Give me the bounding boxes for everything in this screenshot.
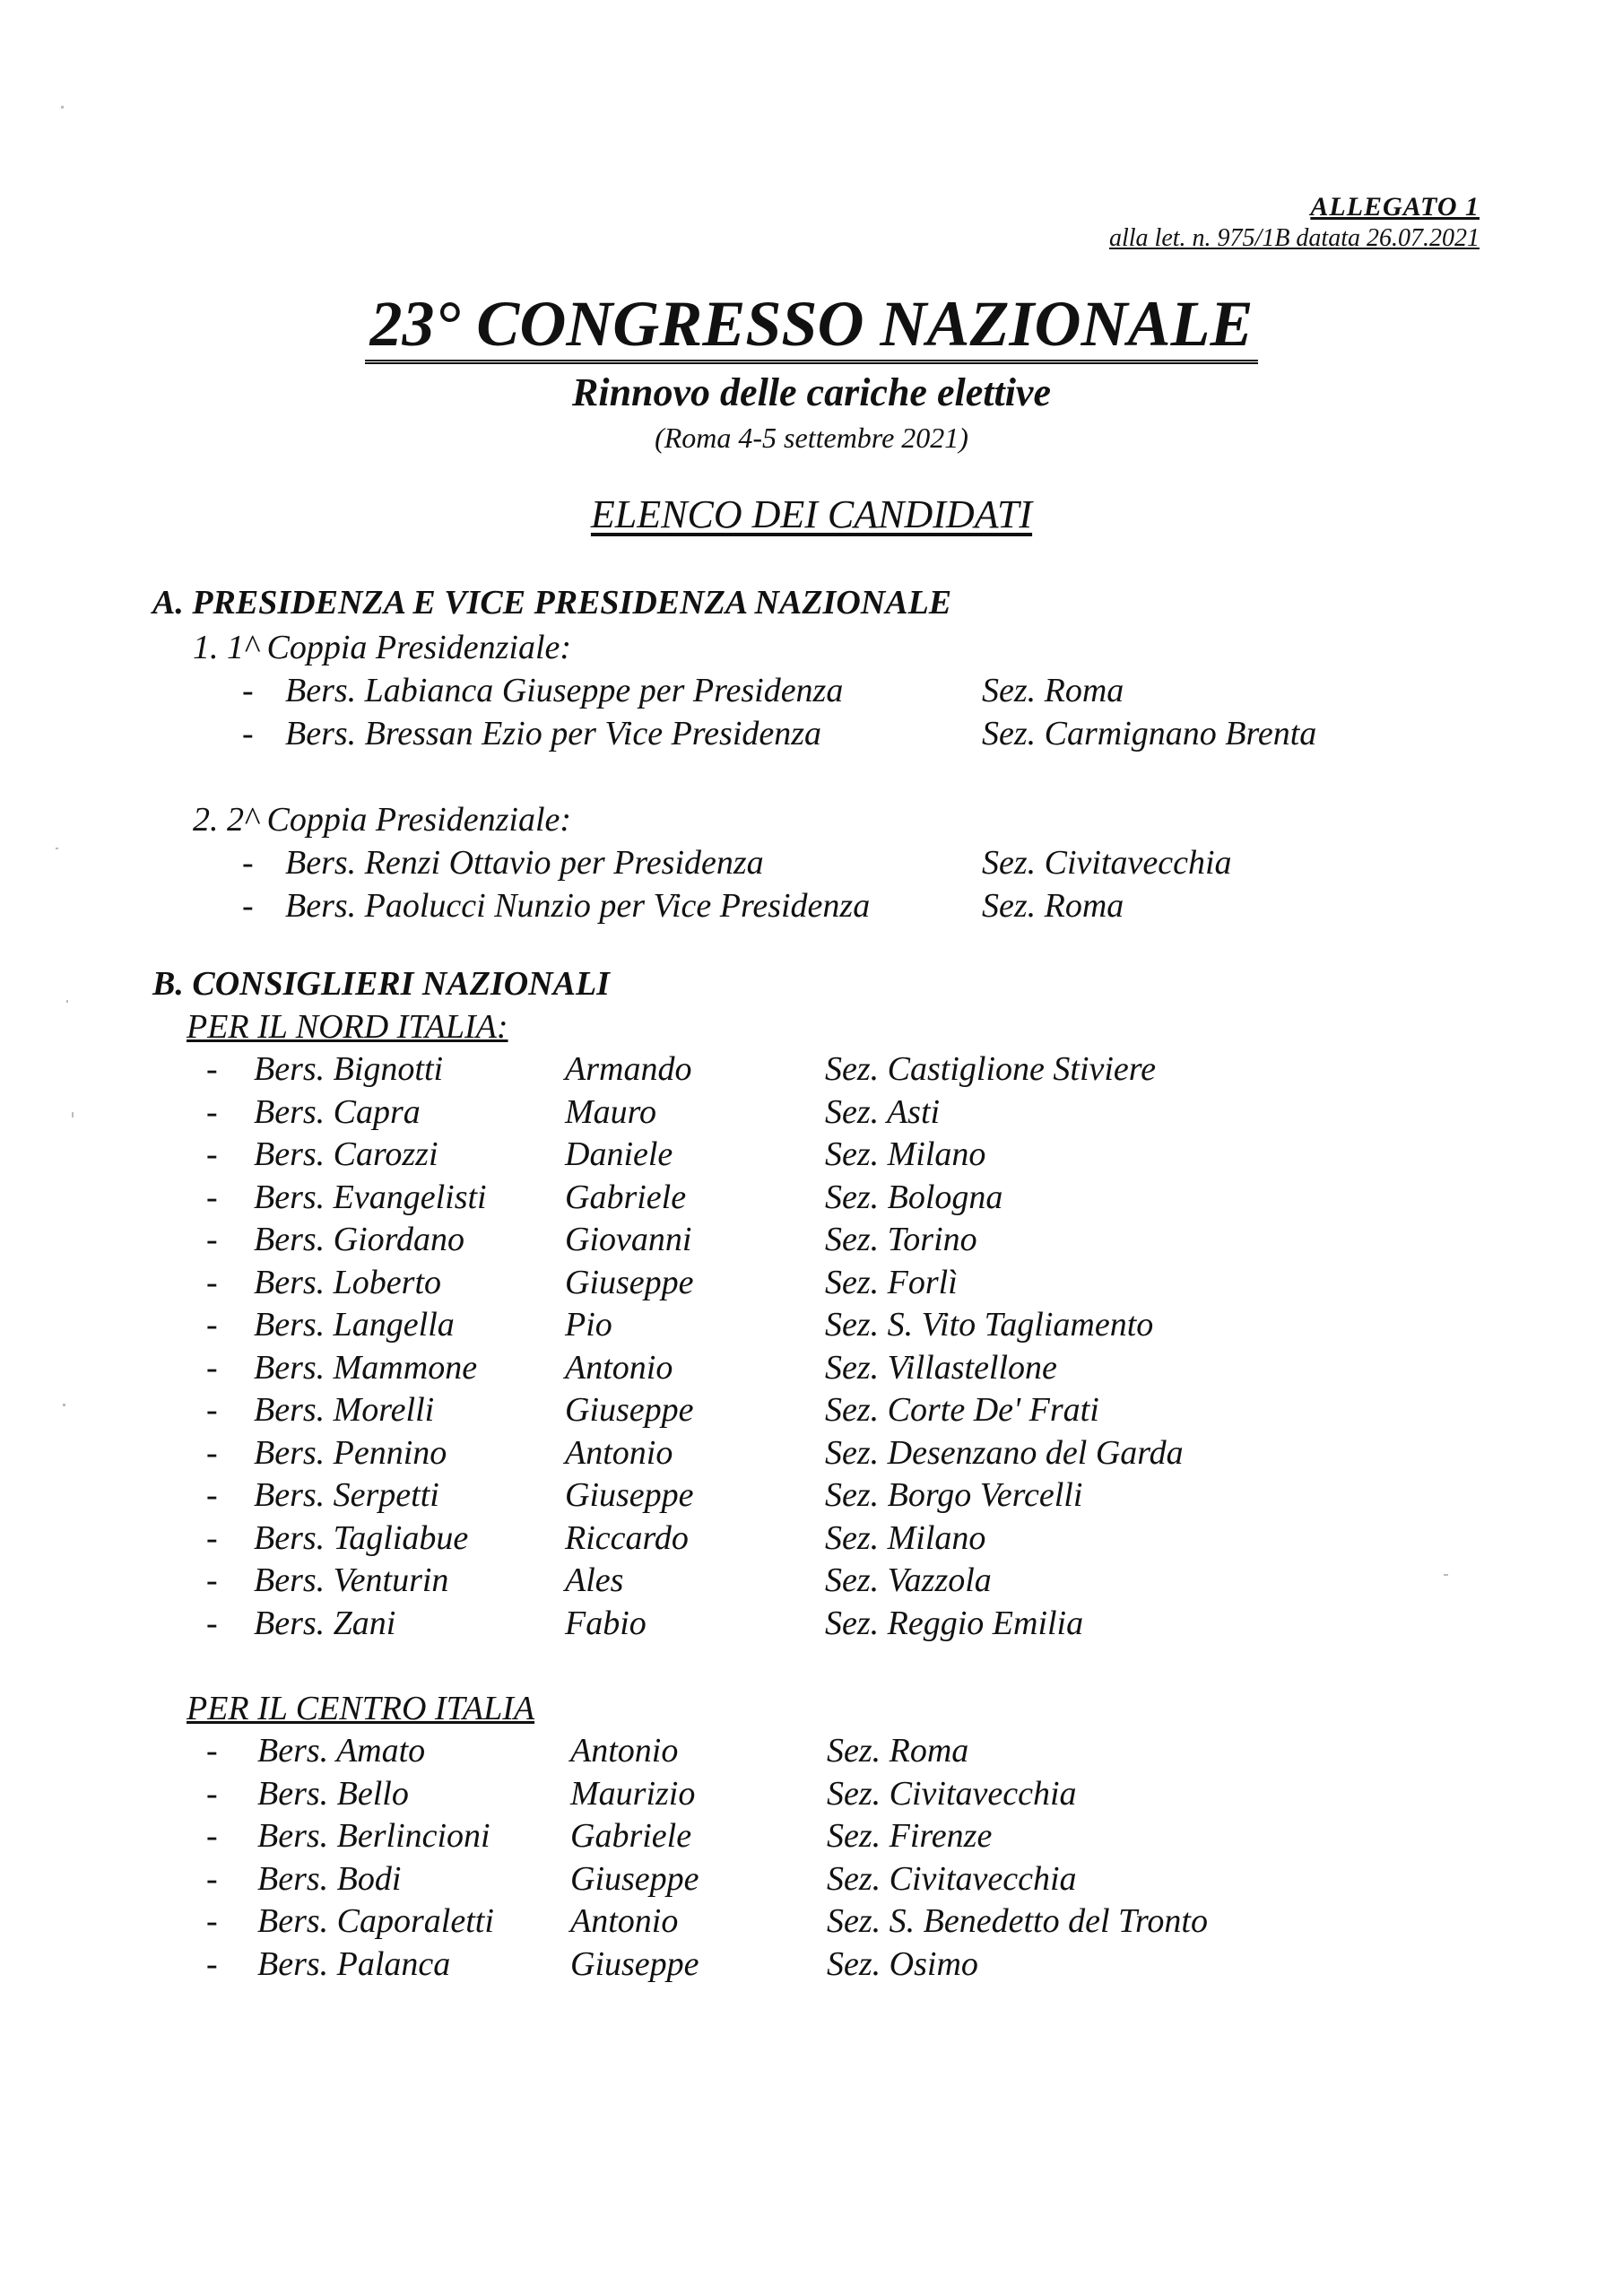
candidate-first-name: Giuseppe bbox=[565, 1476, 694, 1514]
list-dash: - bbox=[206, 1263, 218, 1301]
list-heading-text: ELENCO DEI CANDIDATI bbox=[590, 492, 1033, 536]
list-dash: - bbox=[206, 1306, 218, 1344]
list-dash: - bbox=[206, 1817, 218, 1855]
candidate-section: Sez. Osimo bbox=[827, 1944, 978, 1983]
candidate-surname: Bers. Tagliabue bbox=[254, 1518, 469, 1557]
candidate-section: Sez. S. Vito Tagliamento bbox=[825, 1306, 1154, 1344]
candidate-section: Sez. Roma bbox=[827, 1732, 969, 1770]
page-subtitle: Rinnovo delle cariche elettive bbox=[572, 370, 1051, 414]
candidate-surname: Bers. Berlincioni bbox=[257, 1817, 490, 1855]
candidate-surname: Bers. Zani bbox=[254, 1604, 396, 1642]
candidate-section: Sez. Milano bbox=[825, 1518, 986, 1557]
candidate-surname: Bers. Caporaletti bbox=[257, 1902, 494, 1940]
candidate-surname: Bers. Morelli bbox=[254, 1391, 435, 1429]
candidate-section: Sez. Reggio Emilia bbox=[825, 1604, 1084, 1642]
list-dash: - bbox=[242, 844, 254, 882]
candidate-surname: Bers. Serpetti bbox=[254, 1476, 439, 1514]
coppia-1-label: 1. 1^ Coppia Presidenziale: bbox=[193, 629, 572, 666]
candidate-first-name: Fabio bbox=[565, 1604, 647, 1642]
candidate-first-name: Maurizio bbox=[570, 1774, 696, 1813]
candidate-surname: Bers. Carozzi bbox=[254, 1135, 438, 1173]
candidate-section: Sez. Roma bbox=[982, 672, 1124, 709]
candidate-first-name: Giuseppe bbox=[565, 1391, 694, 1429]
list-dash: - bbox=[206, 1518, 218, 1557]
page-title-text: 23° CONGRESSO NAZIONALE bbox=[365, 288, 1259, 364]
candidate-first-name: Giuseppe bbox=[570, 1859, 699, 1898]
list-dash: - bbox=[206, 1476, 218, 1514]
list-dash: - bbox=[206, 1135, 218, 1173]
list-dash: - bbox=[206, 1732, 218, 1770]
candidate-surname: Bers. Giordano bbox=[254, 1221, 465, 1258]
candidate-surname: Bers. Pennino bbox=[254, 1433, 447, 1472]
candidate-section: Sez. Desenzano del Garda bbox=[825, 1433, 1184, 1472]
list-dash: - bbox=[242, 715, 254, 752]
candidate-surname: Bers. Venturin bbox=[254, 1561, 449, 1599]
candidate-first-name: Giuseppe bbox=[570, 1944, 699, 1983]
list-dash: - bbox=[206, 1391, 218, 1429]
candidate-surname: Bers. Bignotti bbox=[254, 1050, 444, 1088]
candidate-surname: Bers. Capra bbox=[254, 1092, 421, 1131]
candidate-section: Sez. Roma bbox=[982, 887, 1124, 925]
candidate-section: Sez. Corte De' Frati bbox=[825, 1391, 1099, 1429]
candidate-section: Sez. Firenze bbox=[827, 1817, 993, 1855]
list-dash: - bbox=[206, 1050, 218, 1088]
list-dash: - bbox=[206, 1092, 218, 1131]
allegato-label: ALLEGATO 1 bbox=[1310, 192, 1480, 222]
section-a-heading: A. PRESIDENZA E VICE PRESIDENZA NAZIONALE bbox=[152, 584, 952, 622]
list-dash: - bbox=[206, 1774, 218, 1813]
candidate-section: Sez. Bologna bbox=[825, 1178, 1003, 1216]
candidate-first-name: Antonio bbox=[570, 1902, 679, 1940]
candidate-name: Bers. Bressan Ezio per Vice Presidenza bbox=[285, 715, 822, 752]
event-dates: (Roma 4-5 settembre 2021) bbox=[655, 422, 968, 454]
candidate-section: Sez. Borgo Vercelli bbox=[825, 1476, 1083, 1514]
letter-reference: alla let. n. 975/1B datata 26.07.2021 bbox=[1109, 224, 1480, 252]
candidate-name: Bers. Paolucci Nunzio per Vice Presidenza bbox=[285, 887, 871, 925]
scan-speck bbox=[66, 1000, 68, 1003]
candidate-section: Sez. Civitavecchia bbox=[827, 1774, 1077, 1813]
list-dash: - bbox=[206, 1902, 218, 1940]
scan-speck bbox=[63, 1404, 65, 1406]
scan-speck bbox=[56, 848, 58, 849]
candidate-section: Sez. Carmignano Brenta bbox=[982, 715, 1317, 752]
section-b-heading: B. CONSIGLIERI NAZIONALI bbox=[152, 965, 610, 1003]
candidate-first-name: Armando bbox=[565, 1050, 692, 1088]
candidate-section: Sez. Vazzola bbox=[825, 1561, 992, 1599]
list-dash: - bbox=[206, 1433, 218, 1472]
candidate-first-name: Gabriele bbox=[565, 1178, 687, 1216]
candidate-first-name: Giuseppe bbox=[565, 1263, 694, 1301]
candidate-first-name: Mauro bbox=[565, 1092, 657, 1131]
list-dash: - bbox=[206, 1859, 218, 1898]
list-dash: - bbox=[206, 1178, 218, 1216]
candidate-surname: Bers. Bello bbox=[257, 1774, 409, 1813]
candidate-first-name: Riccardo bbox=[565, 1518, 689, 1557]
candidate-first-name: Antonio bbox=[565, 1348, 673, 1387]
candidate-surname: Bers. Palanca bbox=[257, 1944, 451, 1983]
scan-speck bbox=[61, 106, 64, 109]
list-dash: - bbox=[206, 1944, 218, 1983]
candidate-first-name: Antonio bbox=[565, 1433, 673, 1472]
candidate-first-name: Daniele bbox=[565, 1135, 673, 1173]
candidate-first-name: Ales bbox=[565, 1561, 624, 1599]
centro-italia-label: PER IL CENTRO ITALIA bbox=[187, 1690, 535, 1727]
candidate-section: Sez. Civitavecchia bbox=[827, 1859, 1077, 1898]
candidate-section: Sez. Torino bbox=[825, 1221, 977, 1258]
candidate-surname: Bers. Evangelisti bbox=[254, 1178, 487, 1216]
scan-speck bbox=[1444, 1574, 1448, 1576]
candidate-section: Sez. Civitavecchia bbox=[982, 844, 1232, 882]
candidate-surname: Bers. Langella bbox=[254, 1306, 455, 1344]
candidate-first-name: Antonio bbox=[570, 1732, 679, 1770]
nord-italia-label: PER IL NORD ITALIA: bbox=[187, 1008, 508, 1046]
coppia-2-label: 2. 2^ Coppia Presidenziale: bbox=[193, 801, 572, 839]
page-title bbox=[0, 287, 1623, 361]
list-dash: - bbox=[242, 887, 254, 925]
candidate-name: Bers. Renzi Ottavio per Presidenza bbox=[285, 844, 764, 882]
list-dash: - bbox=[206, 1221, 218, 1258]
candidate-surname: Bers. Amato bbox=[257, 1732, 426, 1770]
list-heading bbox=[0, 491, 1623, 537]
candidate-section: Sez. Castiglione Stiviere bbox=[825, 1050, 1157, 1088]
candidate-first-name: Giovanni bbox=[565, 1221, 692, 1258]
list-dash: - bbox=[206, 1561, 218, 1599]
candidate-section: Sez. Asti bbox=[825, 1092, 941, 1131]
candidate-surname: Bers. Bodi bbox=[257, 1859, 402, 1898]
scan-speck bbox=[72, 1112, 74, 1118]
candidate-name: Bers. Labianca Giuseppe per Presidenza bbox=[285, 672, 844, 709]
list-dash: - bbox=[206, 1348, 218, 1387]
list-dash: - bbox=[206, 1604, 218, 1642]
candidate-first-name: Pio bbox=[565, 1306, 612, 1344]
candidate-surname: Bers. Mammone bbox=[254, 1348, 478, 1387]
candidate-surname: Bers. Loberto bbox=[254, 1263, 441, 1301]
list-dash: - bbox=[242, 672, 254, 709]
candidate-section: Sez. Villastellone bbox=[825, 1348, 1057, 1387]
candidate-section: Sez. S. Benedetto del Tronto bbox=[827, 1902, 1208, 1940]
candidate-section: Sez. Forlì bbox=[825, 1263, 958, 1301]
candidate-section: Sez. Milano bbox=[825, 1135, 986, 1173]
candidate-first-name: Gabriele bbox=[570, 1817, 692, 1855]
